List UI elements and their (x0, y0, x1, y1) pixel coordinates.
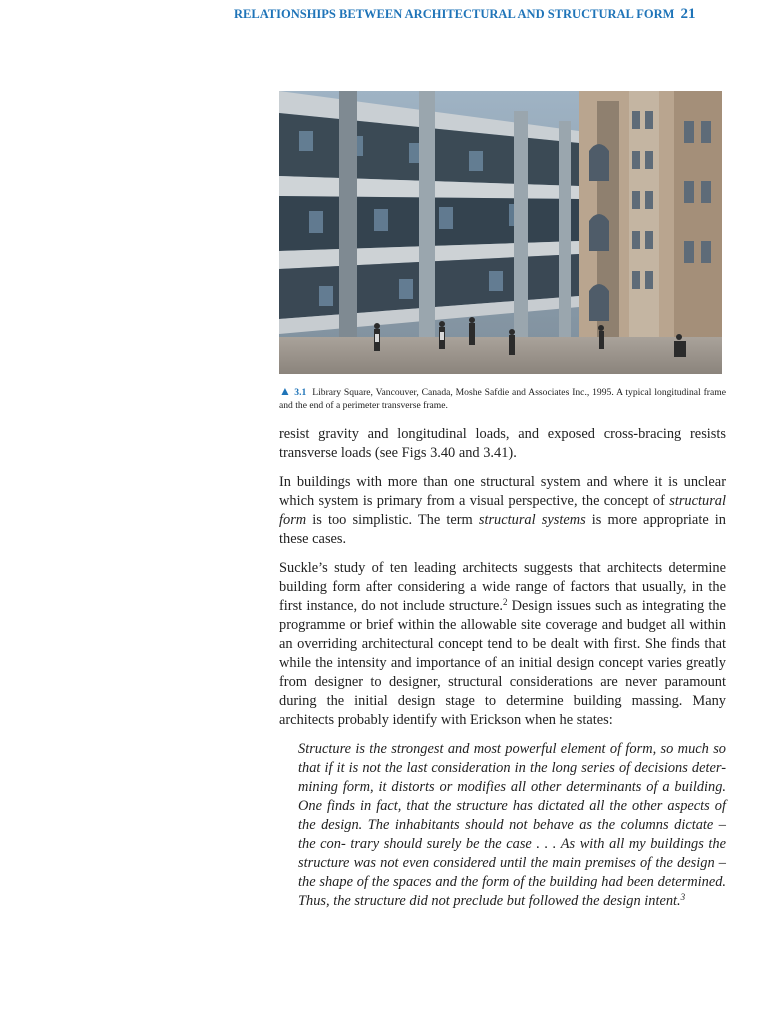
paragraph-3 (279, 559, 726, 730)
library-atrium-photo (279, 91, 722, 374)
figure-label: 3.1 (294, 387, 307, 398)
paragraph-2 (279, 473, 726, 549)
triangle-marker-icon: ▲ (279, 384, 292, 398)
paragraph-1 (279, 425, 726, 463)
caption-text: Library Square, Vancouver, Canada, Moshe Safdie and Associates Inc., 1995. A typical longitudinal frame and the end of a perimeter transverse frame. (279, 387, 726, 411)
emphasis-structural-form: structural form (279, 493, 726, 528)
page-number: 21 (680, 6, 696, 22)
header-title: RELATIONSHIPS BETWEEN ARCHITECTURAL AND STRUCTURAL FORM (234, 7, 675, 21)
emphasis-structural-systems: structural systems (478, 512, 586, 528)
paragraph-3-text-b: Design issues such as integrating the programme or brief within the allowable site coverage and budget all within an overriding architectural concept tend to be dealt with first. She finds that while the intensity and importance of an initial design concept varies greatly from designer to designer, structural considerations are never paramount during the initial design stage to determine building massing. Many architects probably identify with Erickson when he states: (279, 598, 726, 728)
footnote-ref-3: 3 (680, 892, 686, 902)
paragraph-2-text-c: is more appropriate in these cases. (279, 512, 727, 547)
footnote-ref-2: 2 (502, 597, 508, 607)
paragraph-2-text-b: is too simplistic. The term (306, 512, 479, 528)
paragraph-3-text-a: Suckle’s study of ten leading architects suggests that architects determine building form after considering a wide range of factors that usually, in the first instance, do not include structure. (279, 560, 726, 614)
paragraph-1-text: resist gravity and longitudinal loads, and exposed cross-bracing resists transverse loads (see Figs 3.40 and 3.41). (279, 426, 726, 461)
block-quote (298, 740, 726, 911)
figure-caption (279, 385, 726, 412)
quote-text: Structure is the strongest and most powerful element of form, so much so that if it is not the last consideration in the long series of decisions deter- mining form, it distorts or modifies all other determinants of a building. One finds in fact, that the structure has dictated all the other aspects of the design. The inhabitants should not behave as the columns dictate – the con- trary should surely be the case . . . As with all my buildings the structure was not even considered until the main premises of the design – the shape of the spaces and the form of the building had been determined. Thus, the structure did not preclude but followed the design intent. (298, 741, 726, 909)
paragraph-2-text-a: In buildings with more than one structural system and where it is unclear which system is primary from a visual perspective, the concept of (279, 474, 726, 509)
body-text (279, 425, 726, 911)
figure-photo (279, 91, 722, 374)
running-header (234, 6, 704, 23)
